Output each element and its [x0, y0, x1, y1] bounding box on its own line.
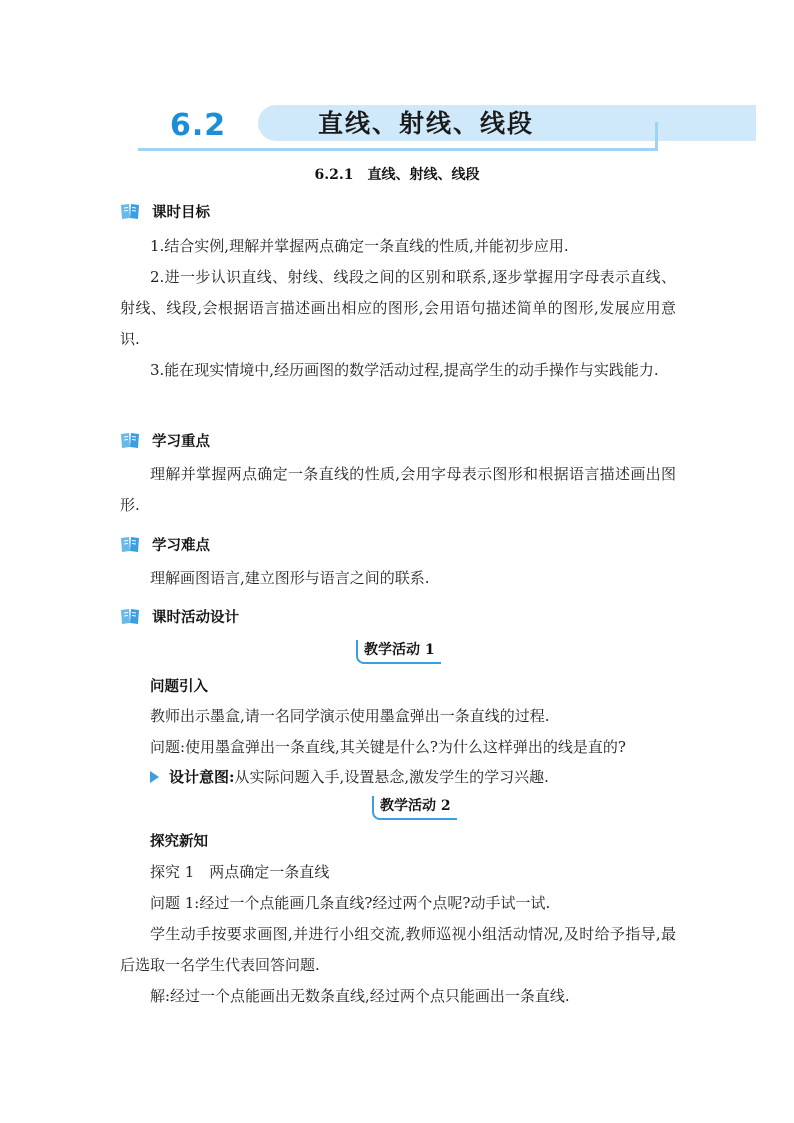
question-1: 问题 1:经过一个点能画几条直线?经过两个点呢?动手试一试.: [150, 894, 551, 912]
design-intent-text: 从实际问题入手,设置悬念,激发学生的学习兴趣.: [234, 768, 549, 786]
chapter-rule-hook: [655, 122, 658, 149]
chapter-number: 6.2: [170, 108, 227, 143]
objective-item-3: 3.能在现实情境中,经历画图的数学活动过程,提高学生的动手操作与实践能力.: [150, 361, 659, 379]
activity-1-tag: 教学活动 1: [356, 640, 441, 664]
activity-design-label: [120, 605, 239, 627]
book-icon: [120, 535, 140, 553]
activity-2-heading: 探究新知: [150, 833, 208, 850]
key-points-text: 理解并掌握两点确定一条直线的性质,会用字母表示图形和根据语言描述画出图形.: [120, 465, 676, 514]
explore-1-title: 探究 1 两点确定一条直线: [150, 863, 330, 881]
activity-1-line-2: 问题:使用墨盒弹出一条直线,其关键是什么?为什么这样弹出的线是直的?: [150, 738, 626, 756]
difficulties-text: 理解画图语言,建立图形与语言之间的联系.: [150, 569, 430, 587]
objective-item-1: 1.结合实例,理解并掌握两点确定一条直线的性质,并能初步应用.: [150, 237, 569, 255]
key-points-label-text: 学习重点: [152, 432, 210, 450]
activity-2-tag: 教学活动 2: [372, 796, 457, 820]
chapter-title: 直线、射线、线段: [318, 109, 535, 138]
triangle-bullet-icon: [150, 771, 159, 783]
difficulties-label: [120, 533, 210, 555]
objectives-label-text: 课时目标: [152, 203, 210, 221]
objective-item-2: 2.进一步认识直线、射线、线段之间的区别和联系,逐步掌握用字母表示直线、射线、线段,会根据语言描述画出相应的图形,会用语句描述简单的图形,发展应用意识.: [120, 268, 676, 348]
activity-1-heading: 问题引入: [150, 678, 208, 695]
difficulties-label-text: 学习难点: [152, 536, 210, 554]
book-icon: [120, 607, 140, 625]
chapter-header: [138, 100, 658, 156]
student-activity-text: 学生动手按要求画图,并进行小组交流,教师巡视小组活动情况,及时给予指导,最后选取一名学生代表回答问题.: [120, 925, 676, 974]
activity-design-label-text: 课时活动设计: [152, 608, 239, 626]
book-icon: [120, 202, 140, 220]
design-intent-label: 设计意图:: [169, 768, 235, 786]
chapter-rule: [138, 148, 658, 151]
objectives-label: [120, 200, 210, 222]
book-icon: [120, 431, 140, 449]
answer-text: 解:经过一个点能画出无数条直线,经过两个点只能画出一条直线.: [150, 987, 570, 1005]
design-intent-note: [150, 766, 549, 787]
activity-1-line-1: 教师出示墨盒,请一名同学演示使用墨盒弹出一条直线的过程.: [150, 707, 550, 725]
section-heading: 6.2.1 直线、射线、线段: [314, 167, 480, 183]
key-points-label: [120, 429, 210, 451]
